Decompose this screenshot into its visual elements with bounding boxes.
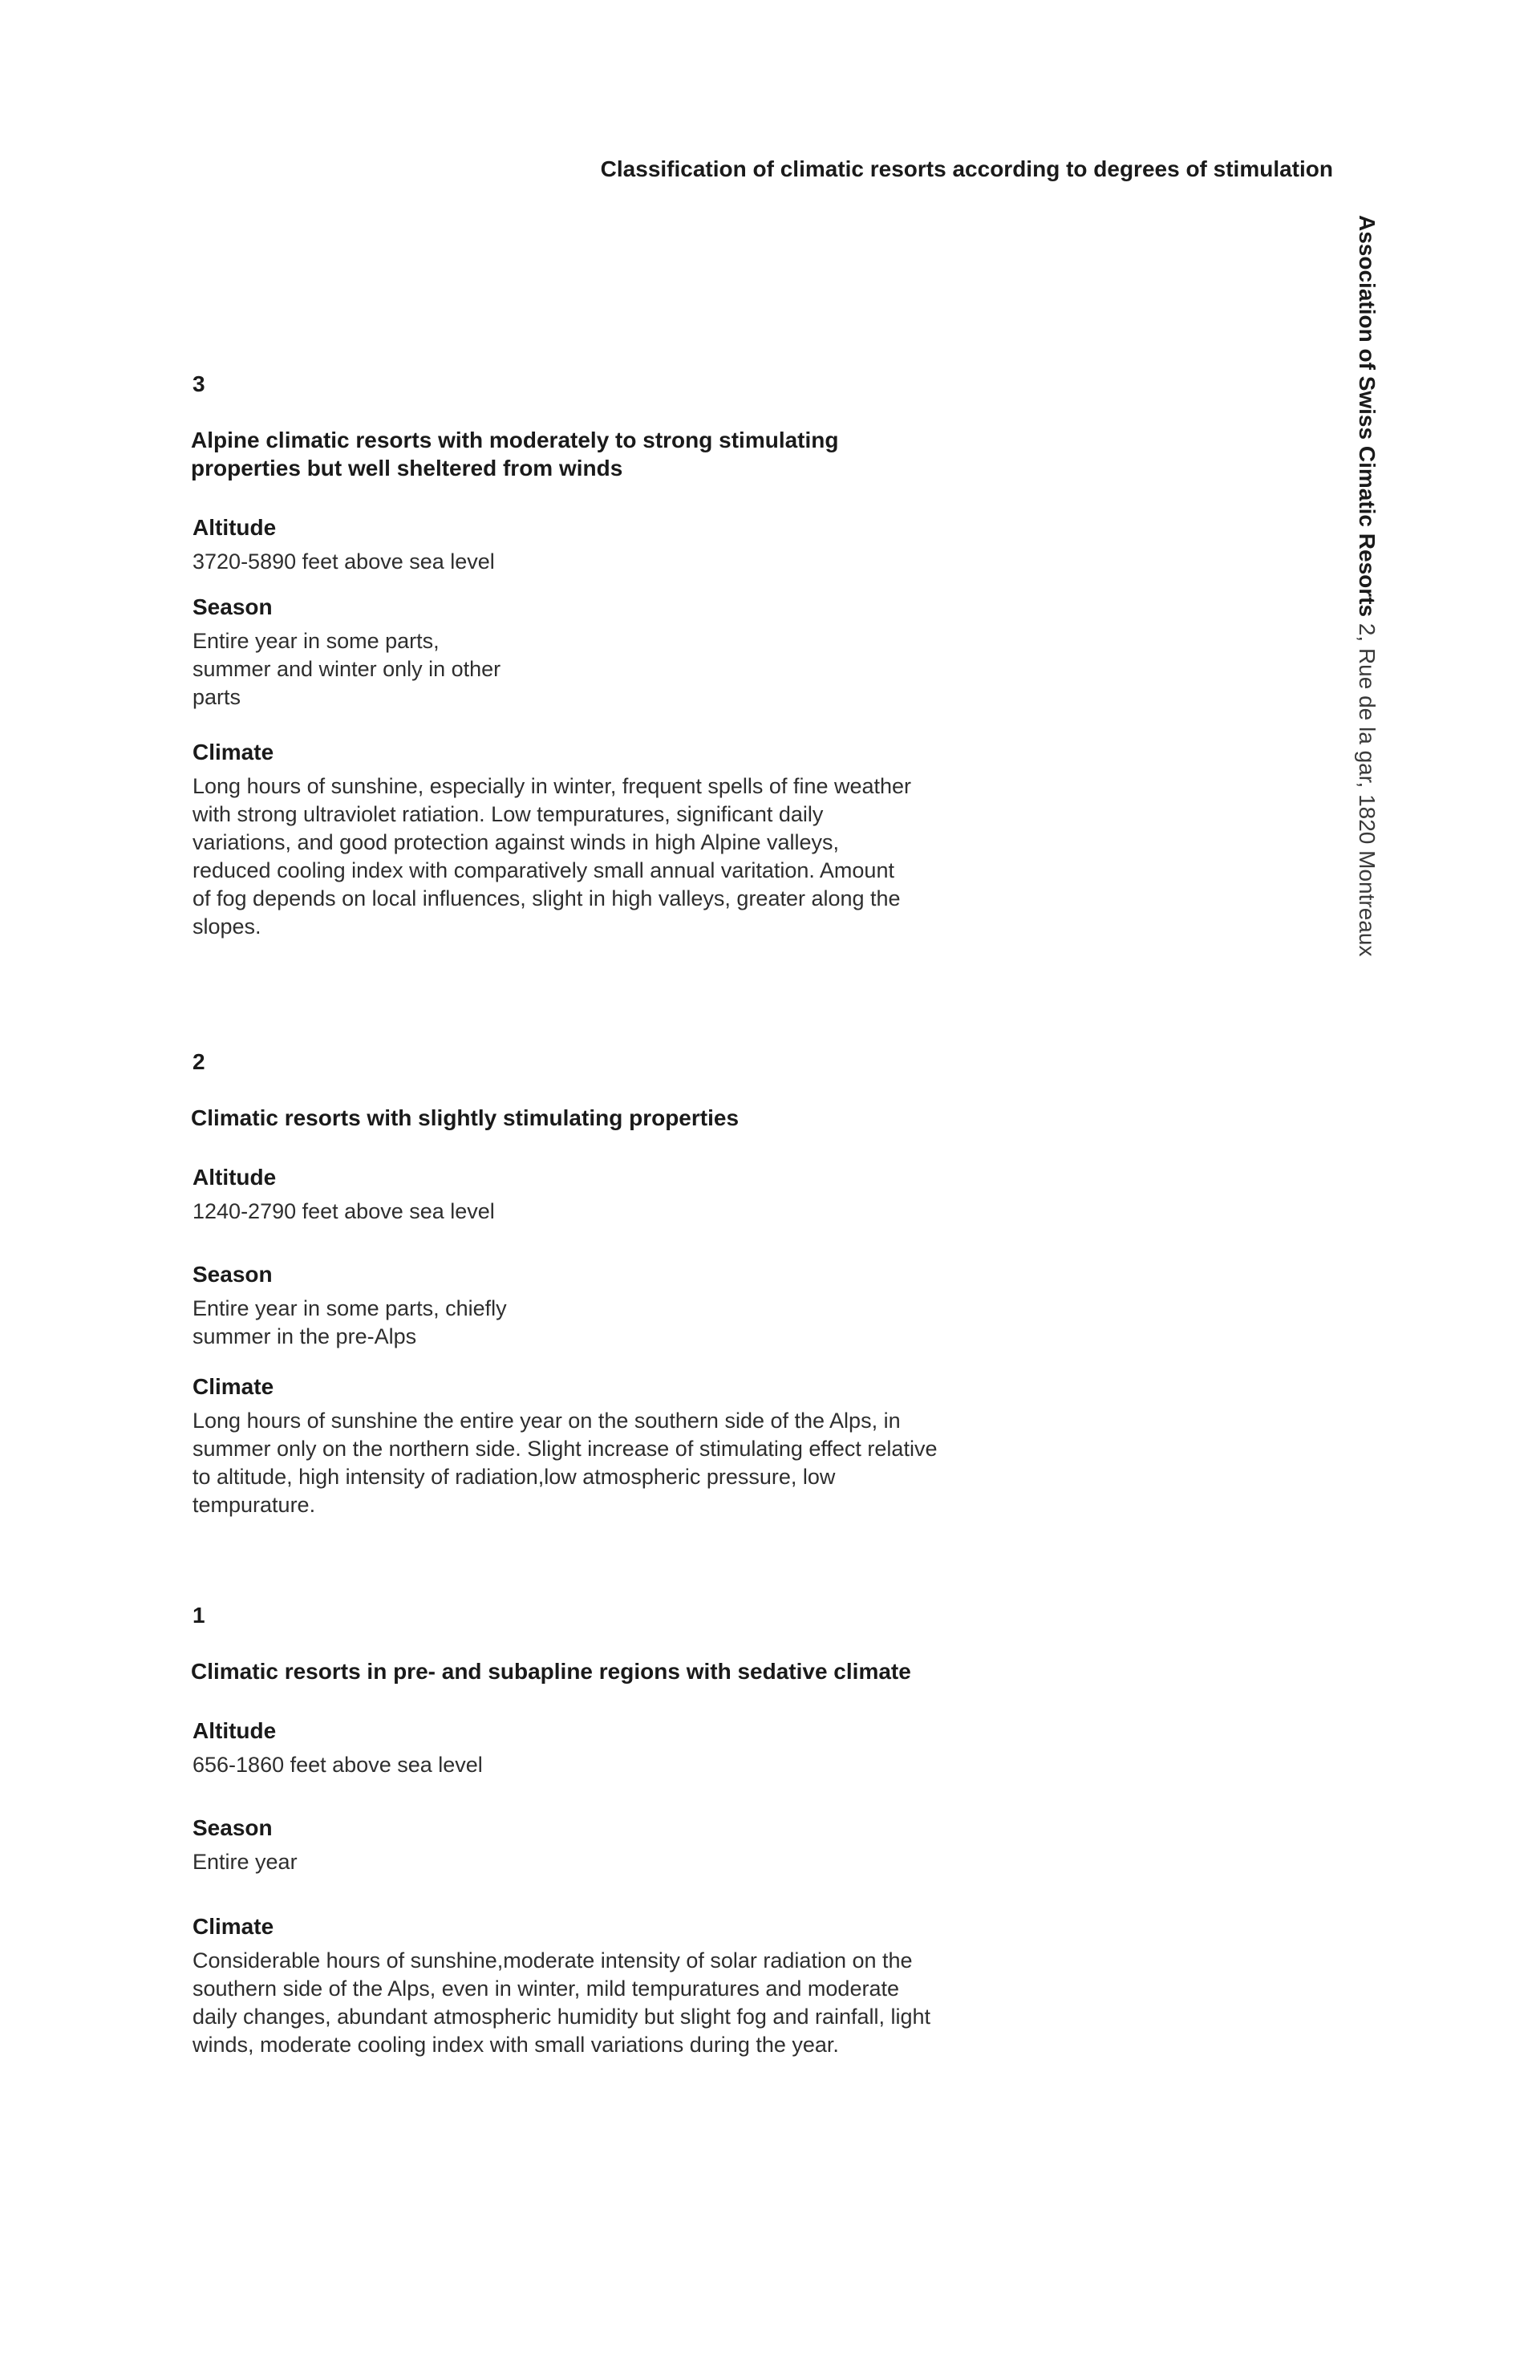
climate-label: Climate	[192, 1374, 274, 1399]
climate-value: Long hours of sunshine, especially in winter, frequent spells of fine weather with strong ultraviolet ratiation. Low tempuratures, significant daily variations, and good protection against winds in high Alpine valleys, reduced cooling index with comparatively small annual varitation. Amount of fog depends on local influences, slight in high valleys, greater along the slopes.	[192, 774, 912, 939]
season-value: Entire year in some parts, chiefly summer in the pre-Alps	[192, 1296, 507, 1348]
side-organization-line	[1354, 215, 1380, 956]
climate-label: Climate	[192, 740, 274, 764]
season-value: Entire year	[192, 1850, 298, 1874]
category-number: 2	[192, 1049, 205, 1074]
resort-category-3	[191, 371, 961, 970]
resort-category-2	[191, 1049, 961, 1548]
season-label: Season	[192, 594, 273, 619]
altitude-value: 1240-2790 feet above sea level	[192, 1199, 495, 1223]
altitude-value: 656-1860 feet above sea level	[192, 1753, 483, 1777]
climate-value: Considerable hours of sunshine,moderate intensity of solar radiation on the southern side of the Alps, even in winter, mild tempuratures and moderate daily changes, abundant atmospheric humidity but slight fog and rainfall, light winds, moderate cooling index with small variations during the year.	[192, 1948, 931, 2057]
altitude-label: Altitude	[192, 515, 277, 540]
organization-name: Association of Swiss Cimatic Resorts	[1355, 215, 1380, 618]
organization-address: 2, Rue de la gar, 1820 Montreaux	[1355, 617, 1380, 957]
category-title: Climatic resorts with slightly stimulating properties	[191, 1105, 740, 1130]
climate-value: Long hours of sunshine the entire year on the southern side of the Alps, in summer only on the northern side. Slight increase of stimulating effect relative to altitude, high intensity of radiation,low atmospheric pressure, low tempurature.	[192, 1409, 938, 1517]
category-number: 1	[192, 1603, 205, 1628]
resort-category-1	[191, 1603, 961, 2088]
season-label: Season	[192, 1815, 273, 1840]
climate-label: Climate	[192, 1914, 274, 1939]
altitude-label: Altitude	[192, 1718, 277, 1743]
season-value: Entire year in some parts, summer and winter only in other parts	[192, 629, 501, 709]
altitude-label: Altitude	[192, 1165, 277, 1190]
altitude-value: 3720-5890 feet above sea level	[192, 549, 495, 574]
season-label: Season	[192, 1262, 273, 1287]
page-title: Classification of climatic resorts according to degrees of stimulation	[600, 156, 1333, 181]
category-title: Climatic resorts in pre- and subapline regions with sedative climate	[191, 1659, 911, 1684]
category-title: Alpine climatic resorts with moderately to strong stimulating properties but well sheltered from winds	[191, 428, 839, 480]
category-number: 3	[192, 371, 205, 396]
